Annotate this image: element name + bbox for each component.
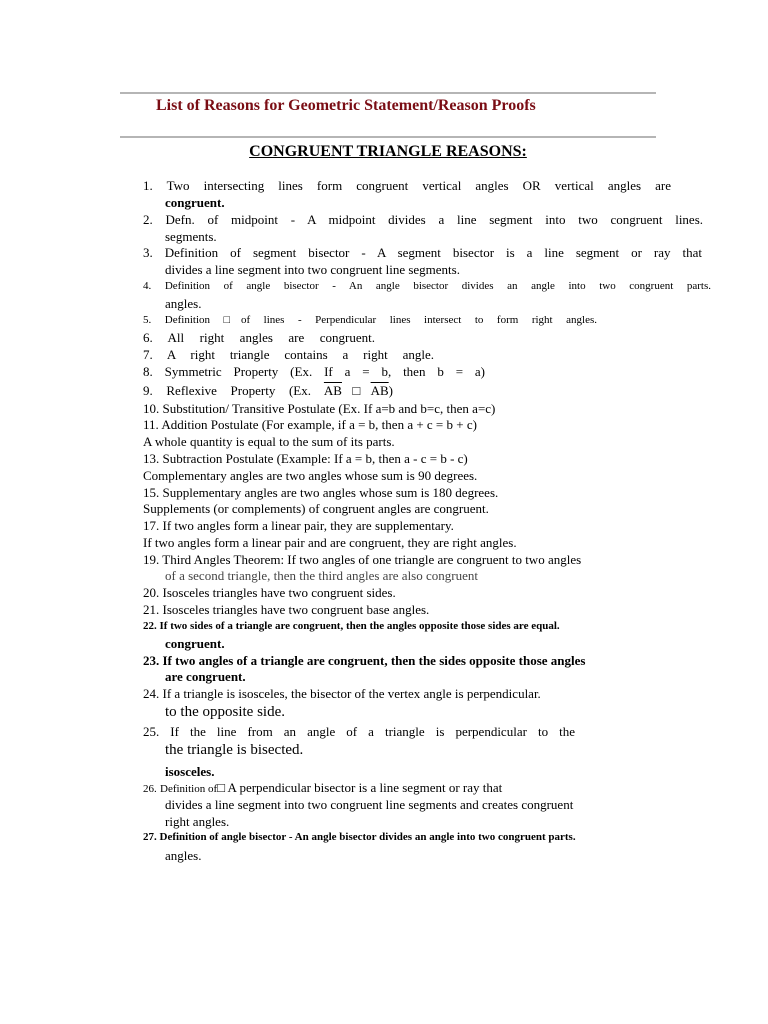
item-number: 10.: [143, 401, 160, 416]
item-text: Defn. of midpoint - A midpoint divides a line segment into two congruent lines.: [165, 212, 704, 227]
item-number: 23.: [143, 653, 160, 668]
item-text: If two angles form a linear pair and are congruent, they are right angles.: [143, 535, 517, 550]
list-item: [143, 601, 429, 618]
item-number: 4.: [143, 280, 152, 292]
item-text: If the line from an angle of a triangle is perpendicular to the: [170, 724, 576, 739]
list-item: [143, 312, 597, 329]
list-item: [143, 723, 575, 740]
list-item: [143, 450, 468, 467]
list-item: [143, 211, 703, 228]
segment-label: $\overline{AB}$: [323, 383, 342, 398]
item-number: 5.: [143, 314, 152, 326]
item-text: Isosceles triangles have two congruent sides.: [162, 585, 396, 600]
item-text: Definition of: [160, 783, 218, 795]
list-item: [143, 618, 560, 635]
item-number: 19.: [143, 552, 160, 567]
item-continuation: congruent.: [165, 636, 225, 651]
item-text: Addition Postulate (For example, if a = b, then a + c = b + c): [161, 417, 477, 432]
item-continuation: divides a line segment into two congruent line segments and creates congruent: [165, 797, 574, 812]
item-number: 2.: [143, 212, 153, 227]
item-text: Definition: [164, 314, 224, 326]
item-continuation: segments.: [165, 229, 217, 244]
item-number: 9.: [143, 383, 153, 398]
list-item: [143, 500, 489, 517]
item-number: 6.: [143, 330, 153, 345]
item-text: A right triangle contains a right angle.: [166, 347, 434, 362]
item-number: 20.: [143, 585, 160, 600]
list-item: [143, 685, 541, 702]
item-continuation: of a second triangle, then the third angles are also congruent: [165, 568, 478, 583]
list-item: [143, 346, 434, 363]
item-text: Definition of angle bisector - An angle bisector divides an angle into two congruent parts.: [164, 280, 711, 292]
item-text: Definition of angle bisector - An angle bisector divides an angle into two congruent parts.: [159, 831, 576, 843]
list-item: [143, 433, 395, 450]
list-item: [143, 382, 393, 399]
list-item: [143, 551, 581, 568]
item-text: A perpendicular bisector is a line segment or ray that: [225, 780, 503, 795]
list-item: [143, 278, 711, 295]
item-continuation: isosceles.: [165, 764, 215, 779]
item-continuation: angles.: [165, 848, 202, 863]
item-continuation: congruent.: [165, 195, 225, 210]
list-item: [143, 329, 375, 346]
item-number: 25.: [143, 724, 160, 739]
item-text: Isosceles triangles have two congruent base angles.: [162, 602, 430, 617]
item-text: Subtraction Postulate (Example: If a = b, then a - c = b - c): [162, 451, 468, 466]
title-divider: [120, 136, 656, 138]
item-text: Third Angles Theorem: If two angles of one triangle are congruent to two angles: [162, 552, 582, 567]
item-text: Supplements (or complements) of congruent angles are congruent.: [143, 501, 489, 516]
list-item: [143, 484, 498, 501]
item-text: If a triangle is isosceles, the bisector of the vertex angle is perpendicular.: [162, 686, 541, 701]
document-title: List of Reasons for Geometric Statement/Reason Proofs: [156, 97, 536, 114]
list-item: [143, 652, 585, 669]
item-number: 17.: [143, 518, 160, 533]
item-text: Supplementary angles are two angles whose sum is 180 degrees.: [162, 485, 499, 500]
list-item: [143, 363, 485, 380]
item-text: Complementary angles are two angles whose sum is 90 degrees.: [143, 468, 478, 483]
item-number: 26.: [143, 783, 157, 795]
item-number: 11.: [143, 417, 159, 432]
item-text: Definition of segment bisector - A segment bisector is a line segment or ray that: [164, 245, 703, 260]
item-text: If two sides of a triangle are congruent, then the angles opposite those sides are equal.: [159, 620, 560, 632]
list-item: [143, 244, 702, 261]
item-continuation: are congruent.: [165, 669, 246, 684]
item-text: All right angles are congruent.: [167, 330, 375, 345]
item-number: 21.: [143, 602, 160, 617]
item-text: Substitution/ Transitive Postulate (Ex. If a=b and b=c, then a=c): [162, 401, 496, 416]
item-text: Symmetric Property (Ex. If a = b, then b = a): [164, 364, 485, 379]
item-text: Two intersecting lines form congruent vertical angles OR vertical angles are: [166, 178, 672, 193]
top-divider: [120, 92, 656, 94]
item-number: 24.: [143, 686, 160, 701]
item-text: of lines - Perpendicular lines intersect to form right angles.: [240, 314, 597, 326]
section-heading: CONGRUENT TRIANGLE REASONS:: [249, 143, 527, 160]
item-text: If two angles form a linear pair, they are supplementary.: [162, 518, 454, 533]
list-item: [143, 416, 477, 433]
missing-glyph-icon: □: [341, 383, 371, 398]
item-continuation: angles.: [165, 296, 202, 311]
item-number: 8.: [143, 364, 153, 379]
missing-glyph-icon: □: [223, 314, 241, 326]
item-number: 1.: [143, 178, 153, 193]
item-number: 13.: [143, 451, 160, 466]
item-number: 15.: [143, 485, 160, 500]
item-text: If two angles of a triangle are congruent, then the sides opposite those angles: [162, 653, 586, 668]
item-number: 22.: [143, 620, 157, 632]
item-continuation: the triangle is bisected.: [165, 742, 304, 758]
item-number: 3.: [143, 245, 153, 260]
item-continuation: right angles.: [165, 814, 230, 829]
item-text: Reflexive Property (Ex.: [166, 383, 324, 398]
list-item: [143, 517, 454, 534]
list-item: [143, 177, 671, 194]
list-item: [143, 584, 396, 601]
missing-glyph-icon: □: [217, 780, 225, 795]
item-text: ): [388, 383, 393, 398]
item-text: A whole quantity is equal to the sum of its parts.: [143, 434, 395, 449]
segment-label: $\overline{AB}$: [370, 383, 389, 398]
item-number: 7.: [143, 347, 153, 362]
item-number: 27.: [143, 831, 157, 843]
list-item: [143, 829, 576, 846]
item-continuation: to the opposite side.: [165, 704, 285, 720]
list-item: [143, 467, 477, 484]
item-continuation: divides a line segment into two congruent line segments.: [165, 262, 460, 277]
list-item: [143, 534, 517, 551]
list-item: [143, 400, 495, 417]
